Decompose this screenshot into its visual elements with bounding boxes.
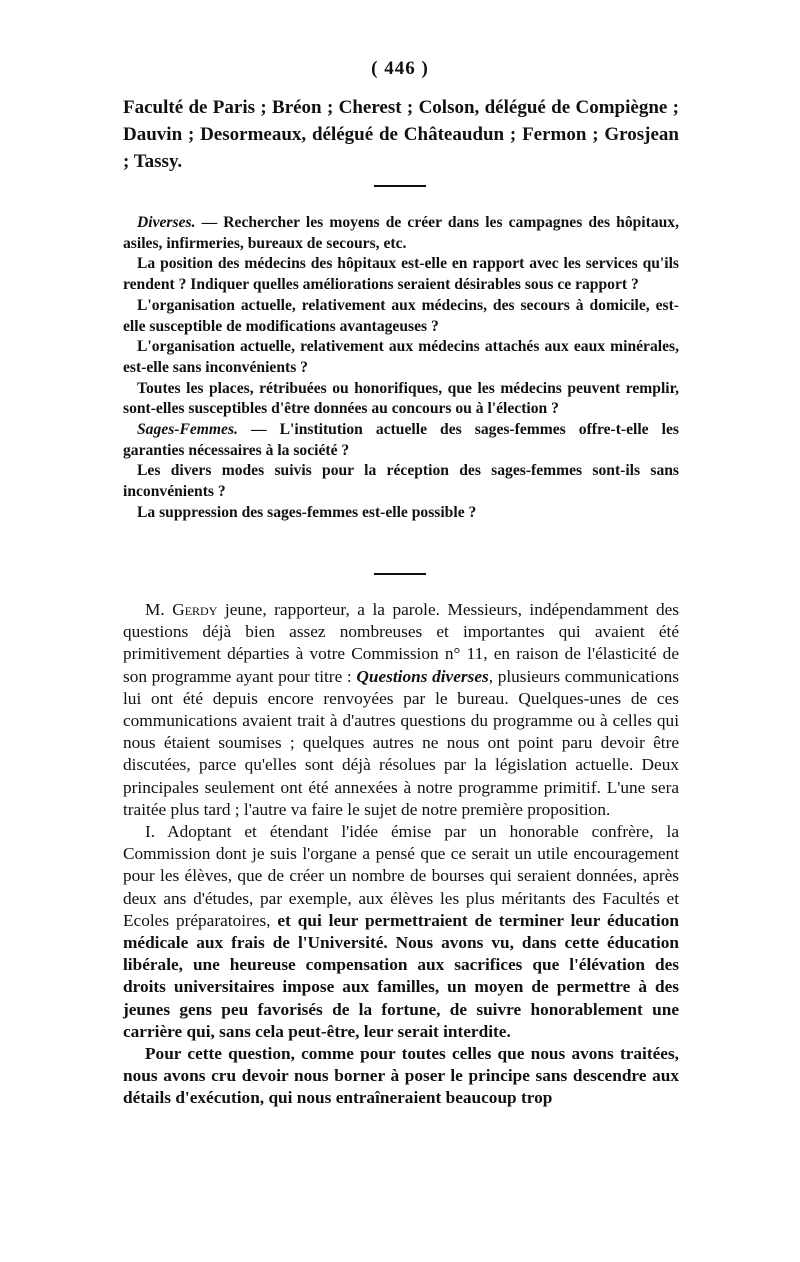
question-text: — Rechercher les moyens de créer dans les campagnes des hôpitaux, asiles, infirmeries, bureaux de secours, etc. <box>123 214 679 252</box>
question-paragraph <box>123 379 679 420</box>
question-heading: Diverses. <box>137 214 196 231</box>
delegates-list <box>123 94 679 175</box>
report-paragraph <box>123 1043 679 1110</box>
question-paragraph <box>123 503 679 524</box>
report-text: Pour cette question, comme pour toutes celles que nous avons traitées, nous avons cru devoir nous borner à poser le principe sans descendre aux détails d'exécution, qui nous entraîneraient beaucoup trop <box>123 1044 679 1108</box>
question-paragraph <box>123 337 679 378</box>
speaker-name: Gerdy <box>172 600 218 619</box>
question-text: L'organisation actuelle, relativement aux médecins attachés aux eaux minérales, est-elle sans inconvénients ? <box>123 338 679 376</box>
question-text: — L'institution actuelle des sages-femmes offre-t-elle les garanties nécessaires à la société ? <box>123 421 679 459</box>
section-divider <box>374 185 426 187</box>
question-paragraph <box>123 420 679 461</box>
question-text: La position des médecins des hôpitaux est-elle en rapport avec les services qu'ils rendent ? Indiquer quelles améliorations seraient désirables sous ce rapport ? <box>123 255 679 294</box>
question-paragraph <box>123 213 679 254</box>
report-paragraph <box>123 599 679 821</box>
program-title: Questions diverses <box>356 666 489 686</box>
report-text: jeune, rapporteur, a la parole. Messieurs, indépendamment des questions déjà bien assez nombreuses et importantes qui avaient été primitivement départies à votre Commission n° 11, en raison de l'élasticité de son programme ayant pour titre : <box>123 600 679 686</box>
report-text: M. <box>145 600 173 619</box>
report-section <box>123 599 679 1110</box>
question-text: Toutes les places, rétribuées ou honorifiques, que les médecins peuvent remplir, sont-elles susceptibles d'être données au concours ou à l'élection ? <box>123 379 679 418</box>
question-text: Les divers modes suivis pour la réception des sages-femmes sont-ils sans inconvénients ? <box>123 462 679 501</box>
questions-section <box>123 213 679 524</box>
report-text: I. Adoptant et étendant l'idée émise par un honorable confrère, la Commission dont je suis l'organe a pensé que ce serait un utile encouragement pour les élèves, que de créer un nombre de bourses qui seraient données, après deux ans d'études, par exemple, aux élèves les plus méritants des Facultés et Ecoles préparatoires, <box>123 822 679 930</box>
section-divider <box>374 573 426 575</box>
report-text: , plusieurs communications lui ont été depuis encore renvoyées par le bureau. Quelques-unes de ces communications avaient trait à d'autres questions du programme ou à celles qui nous étaient soumises ; quelques autres ne nous ont point paru devoir être discutées, parce qu'elles sont déjà résolues par la législation actuelle. Deux principales seulement ont été annexées à notre programme primitif. L'une sera traitée plus tard ; l'autre va faire le sujet de notre première proposition. <box>123 666 679 819</box>
report-text: et qui leur permettraient de terminer leur éducation médicale aux frais de l'Université. Nous avons vu, dans cette éducation libérale, une heureuse compensation aux sacrifices que l'élévation des droits universitaires impose aux familles, un moyen de permettre à des jeunes gens peu favorisés de la fortune, de suivre honorablement une carrière qui, sans cela peut-être, leur serait interdite. <box>123 910 679 1041</box>
question-text: La suppression des sages-femmes est-elle possible ? <box>137 503 477 521</box>
question-paragraph <box>123 296 679 337</box>
question-paragraph <box>123 461 679 502</box>
report-paragraph <box>123 821 679 1043</box>
page-number: ( 446 ) <box>371 58 429 79</box>
question-text: L'organisation actuelle, relativement aux médecins, des secours à domicile, est-elle susceptible de modifications avantageuses ? <box>123 296 679 335</box>
delegates-text: Faculté de Paris ; Bréon ; Cherest ; Colson, délégué de Compiègne ; Dauvin ; Desormeaux, délégué de Châteaudun ; Fermon ; Grosjean ; Tassy. <box>123 97 679 172</box>
question-heading: Sages-Femmes. <box>137 421 238 439</box>
question-paragraph <box>123 254 679 295</box>
